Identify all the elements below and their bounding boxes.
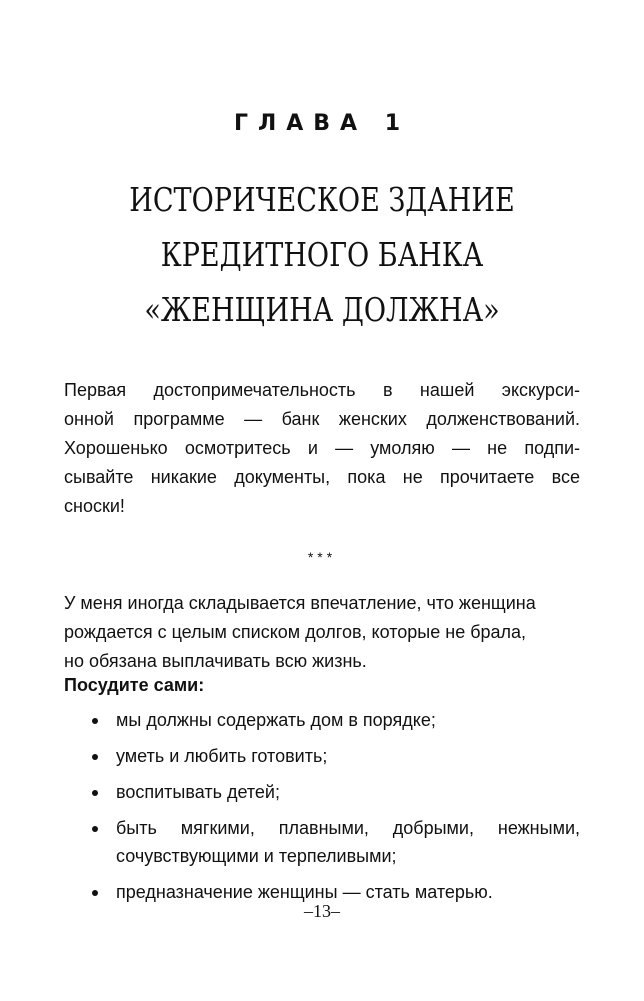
- chapter-label: ГЛАВА 1: [233, 111, 411, 136]
- intro-line: Хорошенько осмотритесь и — умоляю — не подпи-: [64, 438, 580, 458]
- body-line: У меня иногда складывается впечатление, что женщина: [64, 593, 536, 613]
- body-line: но обязана выплачивать всю жизнь.: [64, 651, 367, 671]
- bullet-icon: [92, 718, 98, 724]
- body-paragraph: [64, 589, 580, 676]
- list-item-line: быть мягкими, плавными, добрыми, нежными,: [116, 818, 580, 838]
- body-line: рождается с целым списком долгов, которые не брала,: [64, 622, 527, 642]
- list-heading: Посудите сами:: [64, 675, 205, 695]
- chapter-title-line: ИСТОРИЧЕСКОЕ ЗДАНИЕ: [129, 180, 515, 219]
- list-item: [64, 706, 580, 734]
- list-item: [64, 742, 580, 770]
- list-item-text: [116, 706, 580, 734]
- section-divider: ***: [307, 549, 337, 565]
- list-item-line: уметь и любить готовить;: [116, 746, 328, 766]
- bullet-icon: [92, 754, 98, 760]
- intro-line: Первая достопримечательность в нашей экскурси-: [64, 380, 580, 400]
- list-item: [64, 778, 580, 806]
- bullet-icon: [92, 826, 98, 832]
- intro-line: онной программе — банк женских долженствований.: [64, 409, 580, 429]
- list-item: [64, 814, 580, 870]
- bullet-list: [64, 706, 580, 914]
- list-item-line: воспитывать детей;: [116, 782, 280, 802]
- list-item-text: [116, 742, 580, 770]
- intro-paragraph: [64, 376, 580, 521]
- chapter-title: [58, 172, 586, 337]
- intro-line: сывайте никакие документы, пока не прочитаете все: [64, 467, 580, 487]
- bullet-icon: [92, 890, 98, 896]
- bullet-icon: [92, 790, 98, 796]
- list-item-line: предназначение женщины — стать матерью.: [116, 882, 493, 902]
- list-item-line: сочувствующими и терпеливыми;: [116, 846, 397, 866]
- chapter-title-line: «ЖЕНЩИНА ДОЛЖНА»: [144, 290, 500, 329]
- intro-line: сноски!: [64, 496, 125, 516]
- list-item-line: мы должны содержать дом в порядке;: [116, 710, 436, 730]
- list-item-text: [116, 814, 580, 870]
- list-item-text: [116, 778, 580, 806]
- page-number: –13–: [304, 901, 340, 921]
- chapter-title-line: КРЕДИТНОГО БАНКА: [160, 235, 484, 274]
